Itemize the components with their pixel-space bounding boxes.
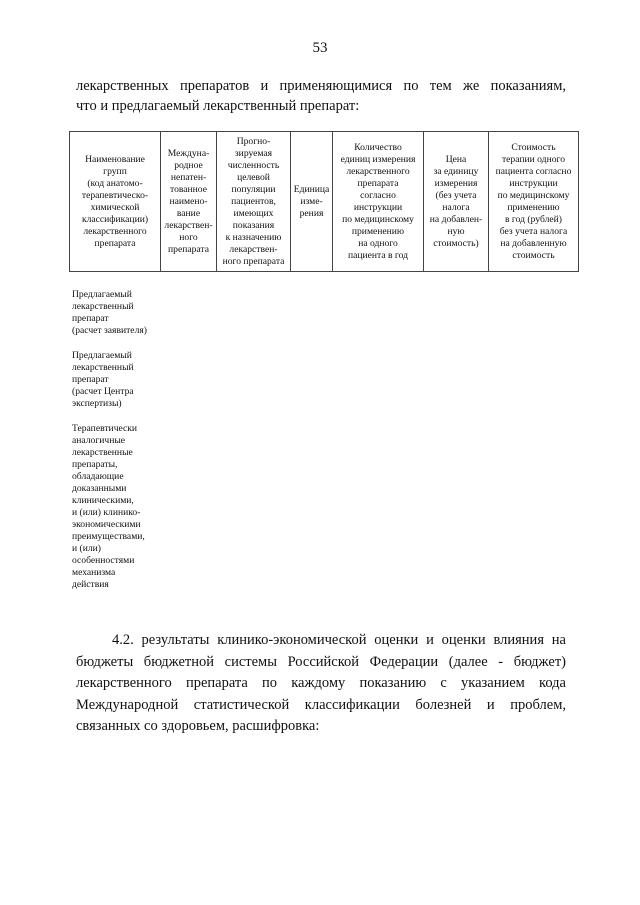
header-group-name: Наименование групп (код анатомо- терапевтическо- химической классификации) лекарственного препарата (70, 132, 161, 272)
section-4-2-text: 4.2. результаты клинико-экономической оценки и оценки влияния на бюджеты бюджетной системы Российской Федерации (далее - бюджет) лекарственного препарата по каждому показанию с указанием кода Международной статистической классификации болезней и проблем, связанных со здоровьем, расшифровка: (76, 632, 566, 734)
table-header-row (70, 132, 579, 272)
comparison-table-header (69, 131, 579, 272)
intro-paragraph (76, 76, 566, 116)
row-label-analogues: Терапевтически аналогичные лекарственные препараты, обладающие доказанными клиническими, и (или) клинико- экономическими преимуществами, и (или) особенностями механизма действия (72, 423, 145, 590)
intro-line-1: лекарственных препаратов и применяющимися по тем же показаниям, (76, 78, 566, 94)
header-unit: Единица изме- рения (291, 132, 333, 272)
section-4-2-paragraph (76, 630, 566, 738)
row-label-applicant: Предлагаемый лекарственный препарат (расчет заявителя) (72, 289, 147, 336)
row-label-expert-center: Предлагаемый лекарственный препарат (расчет Центра экспертизы) (72, 350, 134, 409)
header-quantity: Количество единиц измерения лекарственного препарата согласно инструкции по медицинскому применению на одного пациента в год (333, 132, 424, 272)
page-number: 53 (312, 40, 328, 56)
header-population: Прогно- зируемая численность целевой популяции пациентов, имеющих показания к назначению лекарствен- ного препарата (217, 132, 291, 272)
header-price: Цена за единицу измерения (без учета налога на добавлен- ную стоимость) (424, 132, 489, 272)
table-row-labels (72, 289, 172, 604)
intro-line-2: что и предлагаемый лекарственный препарат: (76, 98, 360, 114)
header-inn: Междуна- родное непатен- тованное наимено- вание лекарствен- ного препарата (161, 132, 217, 272)
header-cost: Стоимость терапии одного пациента согласно инструкции по медицинскому применению в год (рублей) без учета налога на добавленную стоимость (489, 132, 579, 272)
